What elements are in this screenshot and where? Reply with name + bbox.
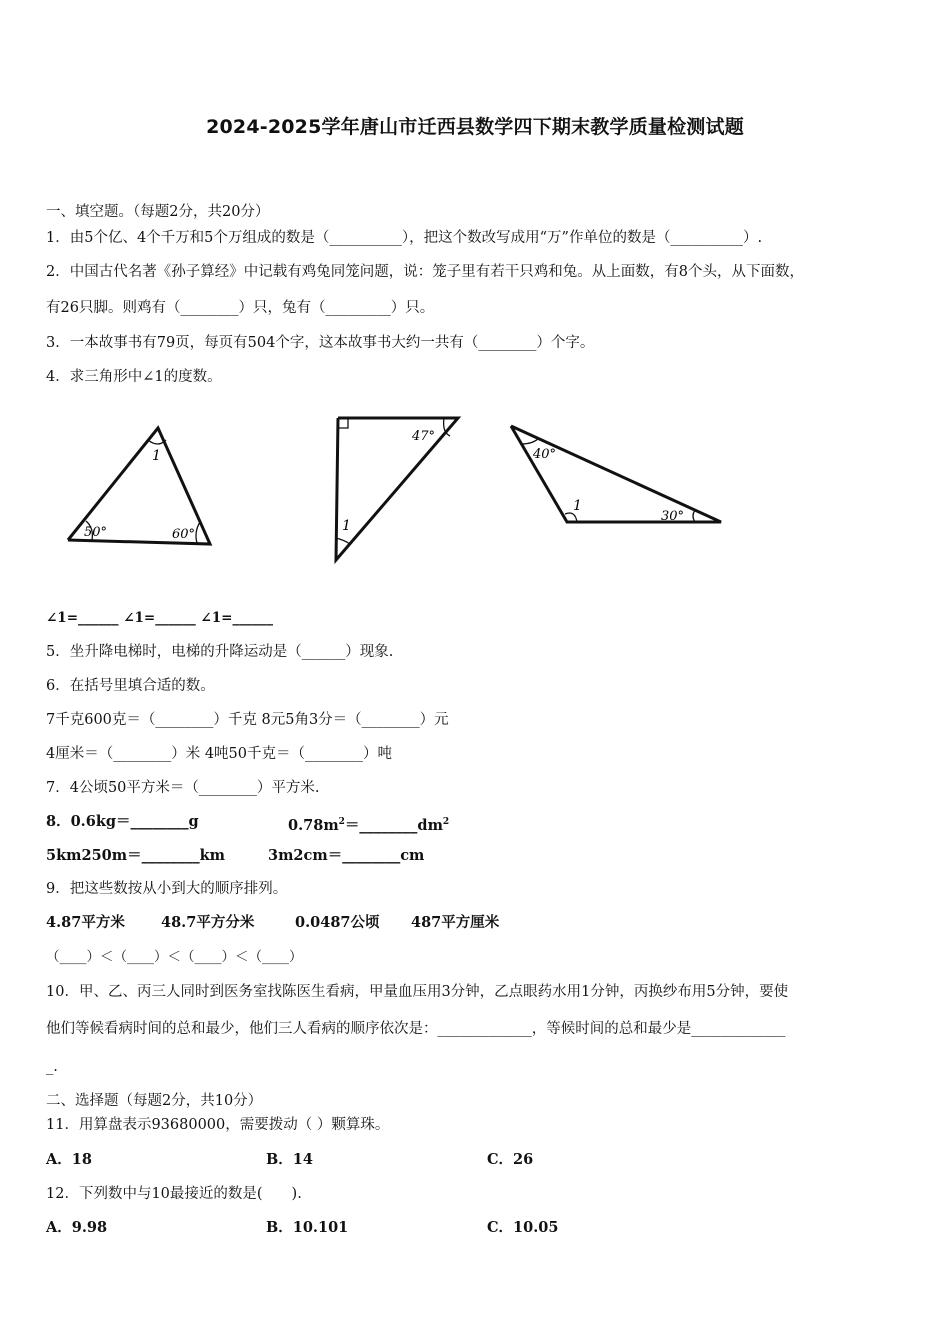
triangle-1-label-right: 60° (172, 527, 196, 542)
triangle-figure-2 (328, 410, 468, 568)
triangle-1-label-top: 1 (152, 448, 161, 464)
triangle-3-label-right: 30° (661, 509, 685, 524)
q9-item-1: 4.87平方米 (46, 914, 125, 931)
q12-option-a: A．9.98 (46, 1219, 108, 1236)
question-8-row-1-left: 8．0.6kg＝________g (46, 813, 199, 830)
question-8-row-2-left: 5km250m＝________km (46, 847, 225, 864)
question-1: 1．由5个亿、4个千万和5个万组成的数是（__________），把这个数改写成用“万”作单位的数是（__________）. (46, 230, 763, 246)
q12-option-b: B．10.101 (266, 1219, 349, 1236)
triangle-figure-1 (60, 420, 220, 555)
triangle-3-label-left: 40° (533, 447, 557, 462)
page-title: 2024-2025学年唐山市迁西县数学四下期末教学质量检测试题 (206, 116, 744, 138)
q8-area-value: 0.78m (288, 816, 339, 834)
q12-option-c: C．10.05 (487, 1219, 559, 1236)
triangle-2-label-top: 47° (412, 429, 436, 444)
question-8-row-1-right (288, 812, 449, 836)
question-9: 9．把这些数按从小到大的顺序排列。 (46, 881, 288, 897)
question-3: 3．一本故事书有79页，每页有504个字，这本故事书大约一共有（________）个字。 (46, 335, 595, 351)
question-2-line-1: 2．中国古代名著《孙子算经》中记载有鸡兔同笼问题，说：笼子里有若干只鸡和兔。从上面数，有8个头，从下面数， (46, 264, 804, 280)
triangle-figure-3 (505, 418, 730, 533)
question-6-row-1: 7千克600克＝（________）千克 8元5角3分＝（________）元 (46, 712, 449, 728)
q9-item-2: 48.7平方分米 (161, 914, 255, 931)
section-1-heading: 一、填空题。（每题2分，共20分） (46, 204, 270, 220)
section-2-heading: 二、选择题（每题2分，共10分） (46, 1093, 263, 1109)
question-12: 12．下列数中与10最接近的数是( ). (46, 1186, 302, 1202)
q8-m-squared: 2 (338, 817, 345, 827)
question-2-line-2: 有26只脚。则鸡有（________）只，兔有（_________）只。 (46, 300, 435, 316)
question-6: 6．在括号里填合适的数。 (46, 678, 215, 694)
question-10-line-1: 10．甲、乙、丙三人同时到医务室找陈医生看病，甲量血压用3分钟，乙点眼药水用1分钟，丙换纱布用5分钟，要使 (46, 984, 789, 1000)
triangle-3-label-mid: 1 (573, 498, 582, 514)
question-4-answers: ∠1=______ ∠1=______ ∠1=______ (46, 610, 273, 626)
question-8-row-2-right: 3m2cm＝________cm (268, 847, 425, 864)
question-7: 7．4公顷50平方米＝（________）平方米. (46, 780, 320, 796)
q9-item-3: 0.0487公顷 (295, 914, 380, 931)
triangle-2-label-bottom: 1 (342, 518, 351, 534)
q11-option-c: C．26 (487, 1151, 534, 1168)
question-10-line-2: 他们等候看病时间的总和最少，他们三人看病的顺序依次是：_____________，等候时间的总和最少是_____________ (46, 1021, 786, 1037)
q8-area-blank: ＝________dm (344, 816, 443, 834)
question-5: 5．坐升降电梯时，电梯的升降运动是（______）现象. (46, 644, 394, 660)
question-4: 4．求三角形中∠1的度数。 (46, 369, 222, 385)
q11-option-a: A．18 (46, 1151, 92, 1168)
question-9-blanks: （____）＜（____）＜（____）＜（____） (46, 949, 303, 965)
q8-dm-squared: 2 (442, 817, 450, 827)
triangle-1-label-left: 50° (84, 525, 108, 540)
q11-option-b: B．14 (266, 1151, 313, 1168)
question-11: 11．用算盘表示93680000，需要拨动（ ）颗算珠。 (46, 1117, 390, 1133)
question-10-line-3: _. (46, 1059, 58, 1075)
q9-item-4: 487平方厘米 (411, 914, 500, 931)
question-6-row-2: 4厘米＝（________）米 4吨50千克＝（________）吨 (46, 746, 393, 762)
